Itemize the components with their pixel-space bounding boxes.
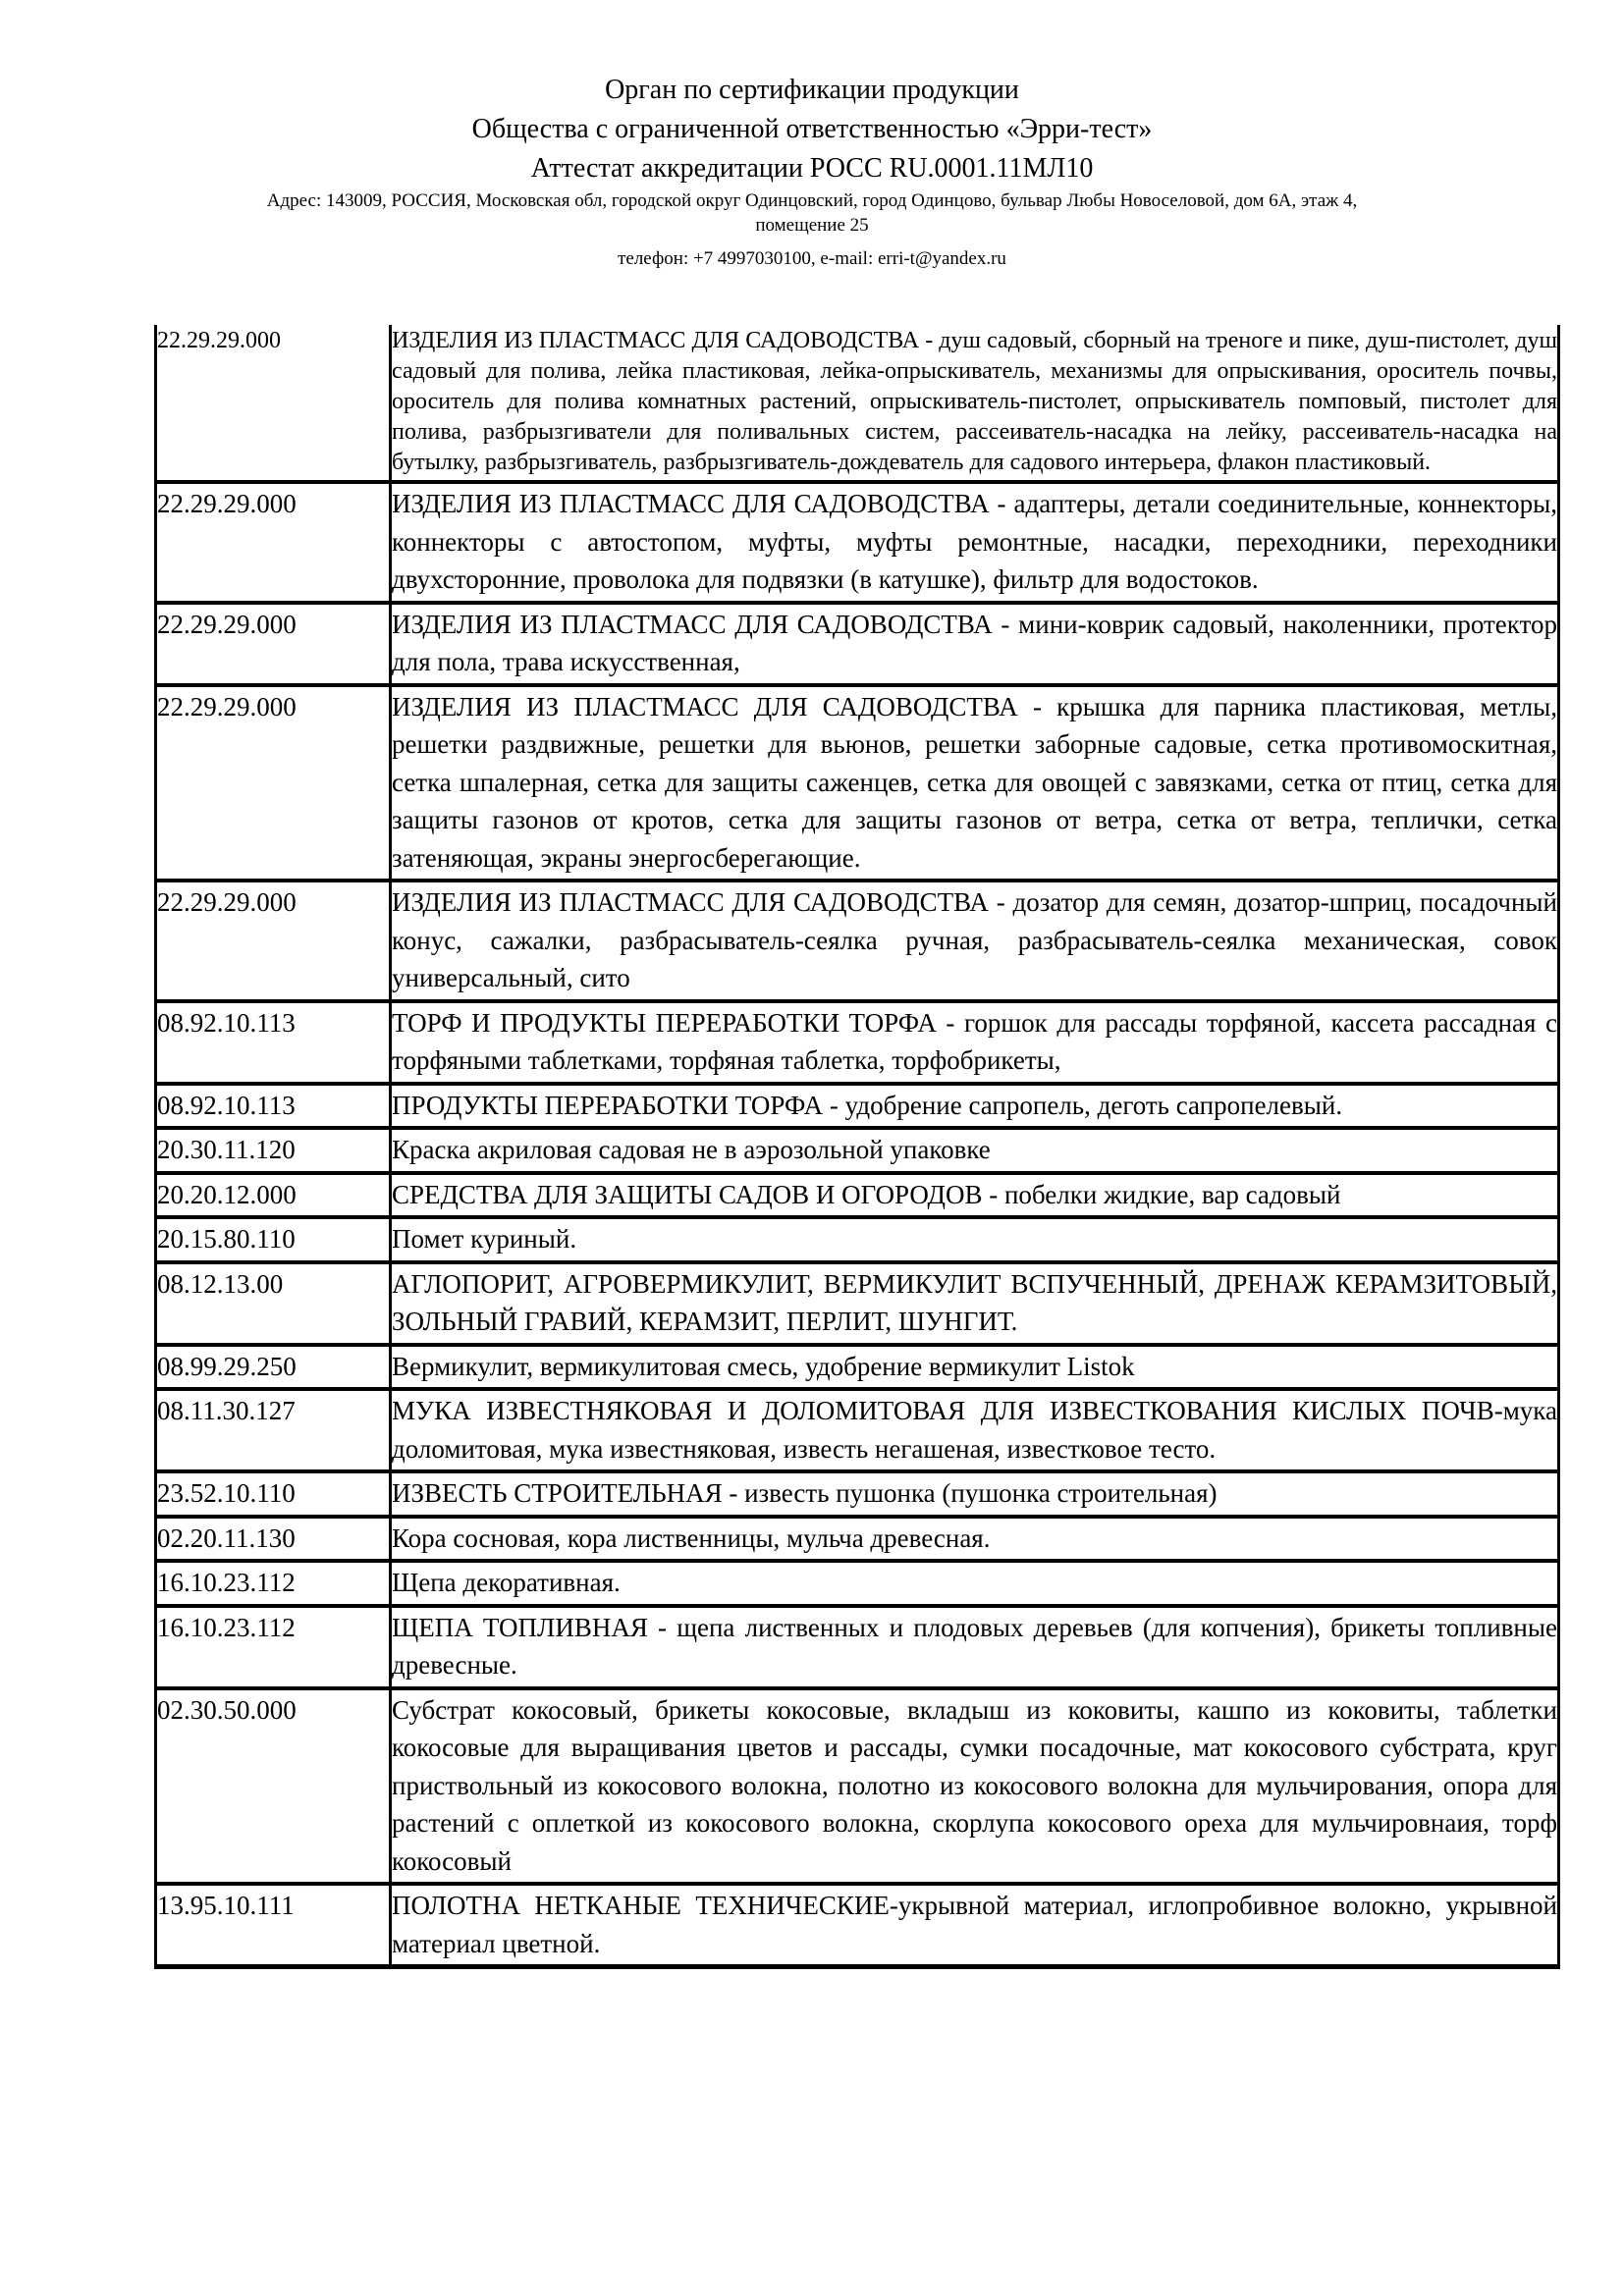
table-row — [156, 1688, 1559, 1885]
product-description: МУКА ИЗВЕСТНЯКОВАЯ И ДОЛОМИТОВАЯ ДЛЯ ИЗВЕСТКОВАНИЯ КИСЛЫХ ПОЧВ-мука доломитовая, мука известняковая, известь негашеная, известковое тесто. — [391, 1389, 1559, 1471]
product-code: 16.10.23.112 — [156, 1606, 391, 1688]
contact-line: телефон: +7 4997030100, e-mail: erri-t@yandex.ru — [618, 248, 1006, 269]
table-row — [156, 1217, 1559, 1262]
product-description: ПОЛОТНА НЕТКАНЫЕ ТЕХНИЧЕСКИЕ-укрывной материал, иглопробивное волокно, укрывной материал цветной. — [391, 1884, 1559, 1967]
table-row — [156, 603, 1559, 685]
product-description: Субстрат кокосовый, брикеты кокосовые, вкладыш из коковиты, кашпо из коковиты, таблетки кокосовые для выращивания цветов и рассады, сумки посадочные, мат кокосового субстрата, круг приствольный из кокосового волокна, полотно из кокосового волокна для мульчирования, опора для растений с оплеткой из кокосового волокна, скорлупа кокосового ореха для мульчировнаия, торф кокосовый — [391, 1688, 1559, 1885]
product-description: Вермикулит, вермикулитовая смесь, удобрение вермикулит Listok — [391, 1345, 1559, 1390]
table-row — [156, 1262, 1559, 1345]
table-row — [156, 685, 1559, 881]
product-description: ИЗДЕЛИЯ ИЗ ПЛАСТМАСС ДЛЯ САДОВОДСТВА - крышка для парника пластиковая, метлы, решетки раздвижные, решетки для вьюнов, решетки заборные садовые, сетка противомоскитная, сетка шпалерная, сетка для защиты саженцев, сетка для овощей с завязками, сетка от птиц, сетка для защиты газонов от кротов, сетка для защиты газонов от ветра, сетка от ветра, теплички, сетка затеняющая, экраны энергосберегающие. — [391, 685, 1559, 881]
address-line-2: помещение 25 — [755, 215, 869, 236]
product-description: ИЗДЕЛИЯ ИЗ ПЛАСТМАСС ДЛЯ САДОВОДСТВА - душ садовый, сборный на треноге и пике, душ-пистолет, душ садовый для полива, лейка пластиковая, лейка-опрыскиватель, механизмы для опрыскивания, ороситель почвы, ороситель для полива комнатных растений, опрыскиватель-пистолет, опрыскиватель помповый, пистолет для полива, разбрызгиватели для поливальных систем, рассеиватель-насадка на лейку, рассеиватель-насадка на бутылку, разбрызгиватель, разбрызгиватель-дождеватель для садового интерьера, флакон пластиковый. — [391, 325, 1559, 482]
table-row — [156, 1128, 1559, 1173]
table-row — [156, 1471, 1559, 1517]
product-code: 23.52.10.110 — [156, 1471, 391, 1517]
product-code: 22.29.29.000 — [156, 482, 391, 603]
product-code: 22.29.29.000 — [156, 685, 391, 881]
org-name-line: Общества с ограниченной ответственностью «Эрри-тест» — [471, 114, 1153, 144]
table-row — [156, 881, 1559, 1001]
product-description: АГЛОПОРИТ, АГРОВЕРМИКУЛИТ, ВЕРМИКУЛИТ ВСПУЧЕННЫЙ, ДРЕНАЖ КЕРАМЗИТОВЫЙ, ЗОЛЬНЫЙ ГРАВИЙ, КЕРАМЗИТ, ПЕРЛИТ, ШУНГИТ. — [391, 1262, 1559, 1345]
product-description: Кора сосновая, кора лиственницы, мульча древесная. — [391, 1517, 1559, 1562]
product-code: 02.20.11.130 — [156, 1517, 391, 1562]
product-code: 13.95.10.111 — [156, 1884, 391, 1967]
product-description: ИЗДЕЛИЯ ИЗ ПЛАСТМАСС ДЛЯ САДОВОДСТВА - мини-коврик садовый, наколенники, протектор для пола, трава искусственная, — [391, 603, 1559, 685]
table-row — [156, 1884, 1559, 1967]
product-code: 08.92.10.113 — [156, 1001, 391, 1084]
table-row — [156, 1084, 1559, 1129]
product-description: ИЗДЕЛИЯ ИЗ ПЛАСТМАСС ДЛЯ САДОВОДСТВА - адаптеры, детали соединительные, коннекторы, коннекторы с автостопом, муфты, муфты ремонтные, насадки, переходники, переходники двухсторонние, проволока для подвязки (в катушке), фильтр для водостоков. — [391, 482, 1559, 603]
product-code: 22.29.29.000 — [156, 325, 391, 482]
product-description: СРЕДСТВА ДЛЯ ЗАЩИТЫ САДОВ И ОГОРОДОВ - побелки жидкие, вар садовый — [391, 1173, 1559, 1218]
product-code: 20.20.12.000 — [156, 1173, 391, 1218]
product-description: ТОРФ И ПРОДУКТЫ ПЕРЕРАБОТКИ ТОРФА - горшок для рассады торфяной, кассета рассадная с торфяными таблетками, торфяная таблетка, торфобрикеты, — [391, 1001, 1559, 1084]
product-description: ЩЕПА ТОПЛИВНАЯ - щепа лиственных и плодовых деревьев (для копчения), брикеты топливные древесные. — [391, 1606, 1559, 1688]
table-row — [156, 1389, 1559, 1471]
product-code: 02.30.50.000 — [156, 1688, 391, 1885]
table-row — [156, 1173, 1559, 1218]
product-description: ПРОДУКТЫ ПЕРЕРАБОТКИ ТОРФА - удобрение сапропель, деготь сапропелевый. — [391, 1084, 1559, 1129]
product-code: 22.29.29.000 — [156, 881, 391, 1001]
table-row — [156, 1517, 1559, 1562]
document-header — [0, 0, 1624, 271]
product-description: Помет куриный. — [391, 1217, 1559, 1262]
table-row — [156, 1561, 1559, 1606]
product-code: 20.30.11.120 — [156, 1128, 391, 1173]
product-code: 22.29.29.000 — [156, 603, 391, 685]
product-code: 08.99.29.250 — [156, 1345, 391, 1390]
products-table — [154, 325, 1560, 1969]
product-code: 08.92.10.113 — [156, 1084, 391, 1129]
product-description: ИЗДЕЛИЯ ИЗ ПЛАСТМАСС ДЛЯ САДОВОДСТВА - дозатор для семян, дозатор-шприц, посадочный конус, сажалки, разбрасыватель-сеялка ручная, разбрасыватель-сеялка механическая, совок универсальный, сито — [391, 881, 1559, 1001]
product-code: 16.10.23.112 — [156, 1561, 391, 1606]
table-row — [156, 325, 1559, 482]
product-description: ИЗВЕСТЬ СТРОИТЕЛЬНАЯ - известь пушонка (пушонка строительная) — [391, 1471, 1559, 1517]
table-row — [156, 482, 1559, 603]
org-title-line: Орган по сертификации продукции — [605, 75, 1019, 105]
product-code: 20.15.80.110 — [156, 1217, 391, 1262]
products-table-body — [156, 325, 1559, 1967]
product-code: 08.12.13.00 — [156, 1262, 391, 1345]
accreditation-line: Аттестат аккредитации РОСС RU.0001.11МЛ10 — [530, 153, 1094, 184]
table-row — [156, 1606, 1559, 1688]
table-row — [156, 1345, 1559, 1390]
product-code: 08.11.30.127 — [156, 1389, 391, 1471]
table-row — [156, 1001, 1559, 1084]
product-description: Краска акриловая садовая не в аэрозольной упаковке — [391, 1128, 1559, 1173]
product-description: Щепа декоративная. — [391, 1561, 1559, 1606]
address-line-1: Адрес: 143009, РОССИЯ, Московская обл, городской округ Одинцовский, город Одинцово, бульвар Любы Новоселовой, дом 6А, этаж 4, — [266, 190, 1358, 211]
